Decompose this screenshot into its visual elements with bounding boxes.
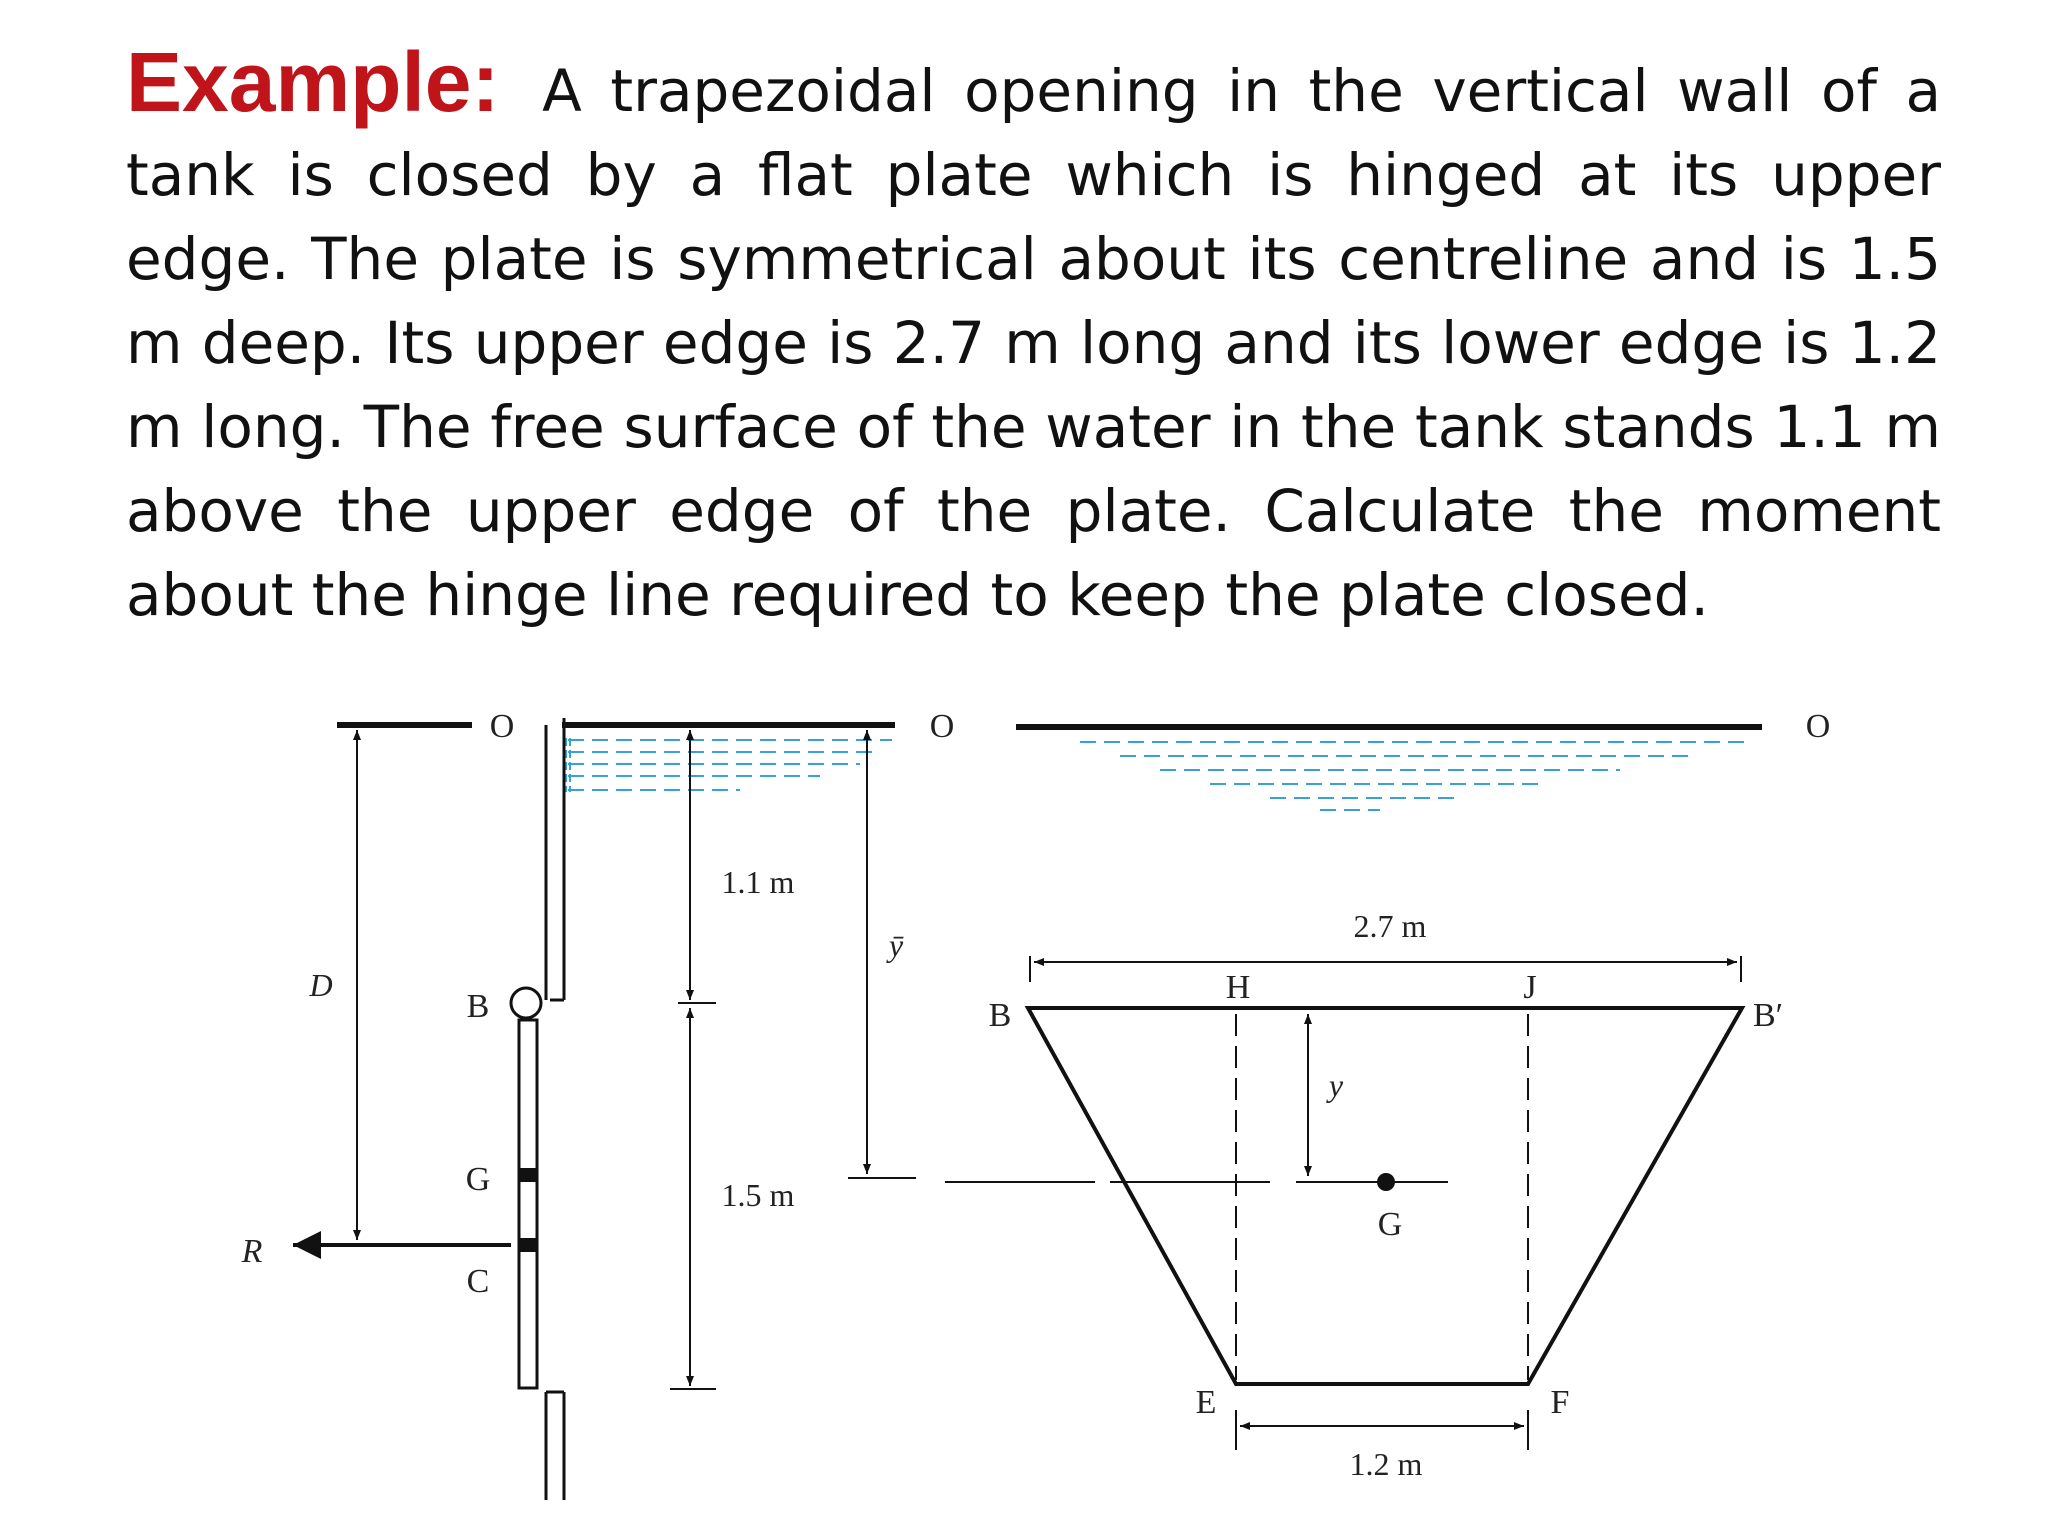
front-dim-upper-edge: 2.7 m bbox=[1353, 908, 1427, 944]
side-label-d: D bbox=[309, 967, 333, 1003]
front-label-j: J bbox=[1523, 969, 1537, 1006]
side-label-b: B bbox=[466, 988, 490, 1025]
side-dim-plate: 1.5 m bbox=[721, 1177, 795, 1213]
side-label-r: R bbox=[241, 1233, 263, 1270]
trapezoid-plate bbox=[1028, 1008, 1742, 1384]
centroid-mark bbox=[519, 1168, 537, 1182]
problem-text: A trapezoidal opening in the vertical wall of a tank is closed by a flat plate which is hinged at its upper edge. The plate is symmetrical about its centreline and is 1.5 m deep. Its upper edge is 2.7 m long and its lower edge is 1.2 m long. The free surface of the water in the tank stands 1.1 m above the upper edge of the plate. Calculate the moment about the hinge line required to keep the plate closed. bbox=[126, 57, 1942, 629]
front-label-f: F bbox=[1550, 1384, 1570, 1421]
centroid-point bbox=[1377, 1173, 1395, 1191]
front-dim-y: y bbox=[1328, 1067, 1344, 1103]
hinge bbox=[511, 988, 541, 1018]
front-view bbox=[945, 708, 1830, 1482]
front-label-e: E bbox=[1195, 1384, 1217, 1421]
side-view bbox=[241, 708, 955, 1500]
side-dim-upper: 1.1 m bbox=[721, 864, 795, 900]
side-label-c: C bbox=[466, 1263, 490, 1300]
plate-side bbox=[519, 1020, 537, 1388]
example-label: Example: bbox=[126, 35, 500, 129]
water-hatch-side bbox=[568, 740, 892, 790]
front-label-b-prime: B′ bbox=[1752, 997, 1784, 1034]
side-label-g: G bbox=[465, 1161, 491, 1198]
front-dim-lower-edge: 1.2 m bbox=[1349, 1446, 1423, 1482]
front-label-o: O bbox=[1805, 708, 1831, 745]
front-label-h: H bbox=[1225, 969, 1251, 1006]
pressure-centre-mark bbox=[519, 1238, 537, 1252]
side-label-o2: O bbox=[929, 708, 955, 745]
side-dim-ybar: ȳ bbox=[888, 927, 904, 963]
water-hatch-front bbox=[1080, 742, 1745, 810]
front-label-b: B bbox=[988, 997, 1012, 1034]
front-label-g: G bbox=[1377, 1206, 1403, 1243]
side-label-o: O bbox=[489, 708, 515, 745]
